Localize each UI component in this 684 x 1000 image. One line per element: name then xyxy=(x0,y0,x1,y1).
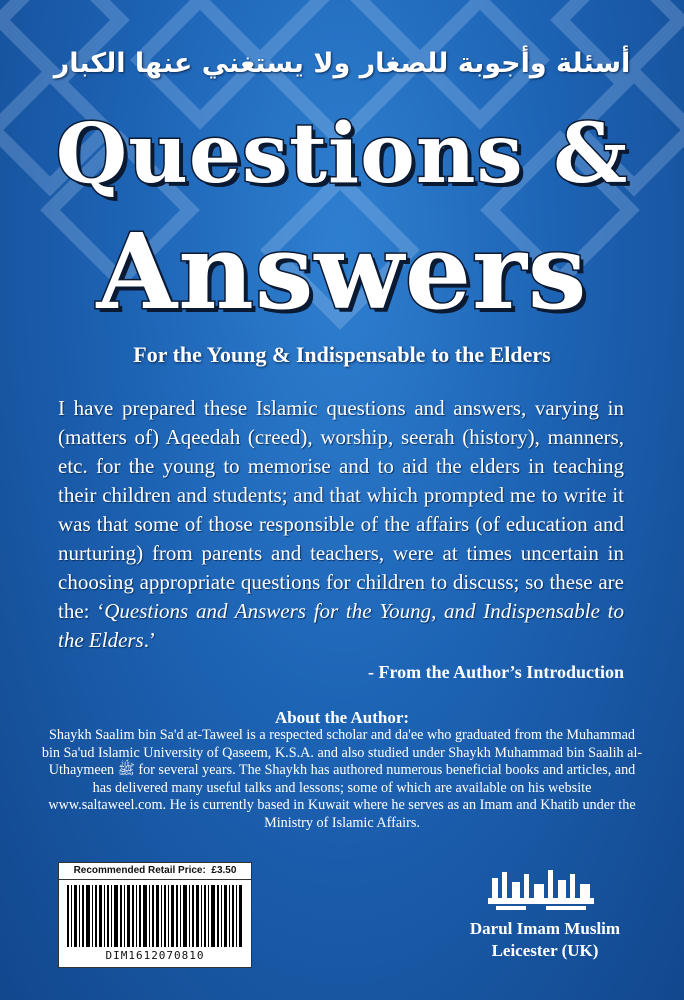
price-value: £3.50 xyxy=(211,865,237,876)
attribution: - From the Author’s Introduction xyxy=(368,662,624,682)
barcode-icon xyxy=(67,885,243,947)
title-line-1: Questions & xyxy=(55,106,629,202)
publisher-info xyxy=(460,918,630,962)
about-text: Shaykh Saalim bin Sa'd at-Taweel is a respected scholar and da'ee who graduated from the Muhammad bin Sa'ud Islamic University of Qaseem, K.S.A. and also studied under Shaykh Muhammad bin Saalih al-Uthaymeen ﷺ for several years. The Shaykh has authored numerous beneficial books and articles, and has delivered many useful talks and lessons; some of which are available on his website www.saltaweel.com. He is currently based in Kuwait where he serves as an Imam and Khatib under the Ministry of Islamic Affairs. xyxy=(41,727,643,831)
intro-italic-title: Questions and Answers for the Young, and Indispensable to the Elders xyxy=(58,599,624,652)
price-text: Recommended Retail Price: xyxy=(73,865,206,876)
intro-body: I have prepared these Islamic questions and answers, varying in (matters of) Aqeedah (creed), worship, seerah (history), manners, etc. for the young to memorise and to aid the elders in teaching their children and students; and that which prompted me to write it was that some of those responsible of the affairs (of education and nurturing) from parents and teachers, were at times uncertain in choosing appropriate questions for children to discuss; so these are the: ‘ xyxy=(58,396,624,623)
barcode-number: DIM1612070810 xyxy=(105,949,205,962)
price-label xyxy=(59,863,251,880)
arabic-title: أسئلة وأجوبة للصغار ولا يستغني عنها الكبار xyxy=(53,48,631,79)
publisher-location: Leicester (UK) xyxy=(491,941,599,960)
subtitle: For the Young & Indispensable to the Elders xyxy=(133,342,551,367)
title-line-2: Answers xyxy=(96,210,588,333)
about-heading: About the Author: xyxy=(274,708,410,727)
barcode-box xyxy=(58,862,252,968)
intro-end: .’ xyxy=(143,628,156,652)
publisher-name: Darul Imam Muslim xyxy=(469,919,621,938)
introduction-text xyxy=(58,394,624,655)
publisher-logo-icon xyxy=(486,868,596,912)
